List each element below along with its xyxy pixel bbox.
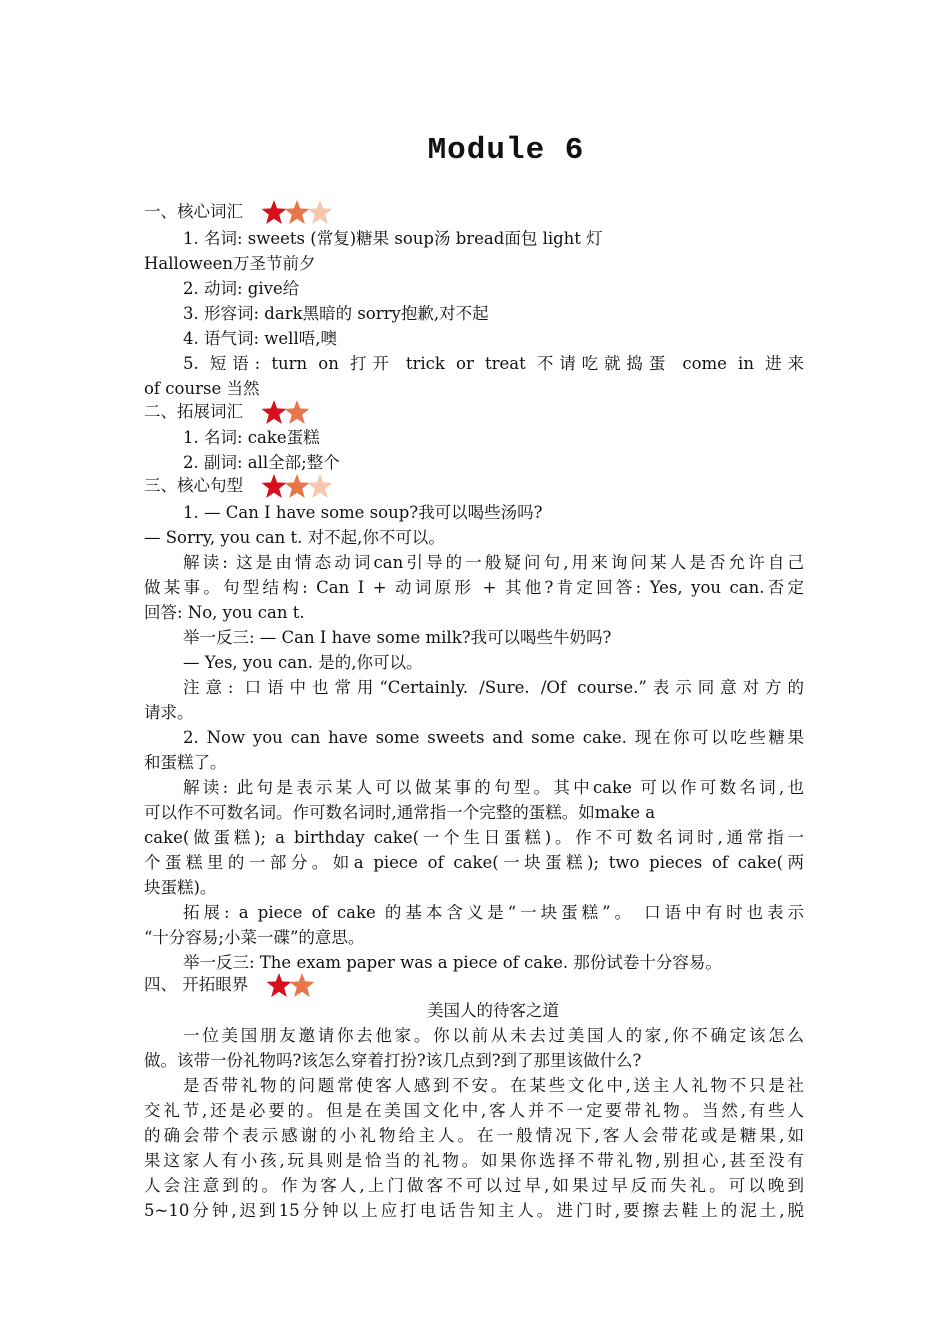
- rating-stars: [261, 400, 307, 424]
- sentence-line: “十分容易;小菜一碟”的意思。: [144, 928, 365, 947]
- article-line: 做。该带一份礼物吗?该怎么穿着打扮?该几点到?到了那里该做什么?: [144, 1051, 642, 1070]
- sentence-line: — Yes, you can. 是的,你可以。: [183, 653, 423, 672]
- rating-stars: [261, 474, 330, 498]
- heading-text: 四、 开拓眼界: [144, 975, 249, 994]
- star-fade-icon: [307, 474, 333, 498]
- heading-text: 一、核心词汇: [144, 202, 243, 221]
- star-fade-icon: [307, 200, 333, 224]
- vocab-line: 5. 短语: turn on 打开 trick or treat 不请吃就捣蛋 come in 进来: [183, 354, 804, 373]
- sentence-line: 个蛋糕里的一部分。如a piece of cake(一块蛋糕); two pieces of cake(两: [144, 853, 804, 872]
- section-heading-horizons: [144, 972, 312, 997]
- sentence-line: 解读: 此句是表示某人可以做某事的句型。其中cake 可以作可数名词,也: [183, 778, 804, 797]
- section-heading-core-vocab: [144, 199, 330, 224]
- star-mid-icon: [284, 400, 310, 424]
- sentence-line: 回答: No, you can t.: [144, 603, 305, 622]
- article-line: 人会注意到的。作为客人,上门做客不可以过早,如果过早反而失礼。可以晚到: [144, 1176, 804, 1195]
- sentence-line: 做某事。句型结构: Can I + 动词原形 + 其他?肯定回答: Yes, you can.否定: [144, 578, 804, 597]
- rating-stars: [261, 200, 330, 224]
- sentence-line: 1. — Can I have some soup?我可以喝些汤吗?: [183, 503, 543, 522]
- sentence-line: 2. Now you can have some sweets and some cake. 现在你可以吃些糖果: [183, 728, 804, 747]
- article-line: 是否带礼物的问题常使客人感到不安。在某些文化中,送主人礼物不只是社: [183, 1076, 804, 1095]
- vocab-line: 2. 副词: all全部;整个: [183, 453, 340, 472]
- section-heading-core-sentences: [144, 473, 330, 498]
- sentence-line: 举一反三: The exam paper was a piece of cake. 那份试卷十分容易。: [183, 953, 722, 972]
- vocab-line: 4. 语气词: well唔,噢: [183, 329, 337, 348]
- sentence-line: 拓展: a piece of cake 的基本含义是“一块蛋糕”。 口语中有时也表示: [183, 903, 804, 922]
- page-title: Module 6: [427, 133, 585, 168]
- vocab-line: of course 当然: [144, 379, 260, 398]
- sentence-line: 块蛋糕)。: [144, 878, 217, 897]
- vocab-line: 2. 动词: give给: [183, 279, 300, 298]
- sentence-line: 举一反三: — Can I have some milk?我可以喝些牛奶吗?: [183, 628, 612, 647]
- sentence-line: cake(做蛋糕); a birthday cake(一个生日蛋糕)。作不可数名词时,通常指一: [144, 828, 804, 847]
- article-line: 交礼节,还是必要的。但是在美国文化中,客人并不一定要带礼物。当然,有些人: [144, 1101, 804, 1120]
- article-line: 5~10分钟,迟到15分钟以上应打电话告知主人。进门时,要擦去鞋上的泥土,脱: [144, 1201, 804, 1220]
- sentence-line: 注意: 口语中也常用“Certainly. /Sure. /Of course.”表示同意对方的: [183, 678, 804, 697]
- section-heading-ext-vocab: [144, 399, 307, 424]
- article-line: 一位美国朋友邀请你去他家。你以前从未去过美国人的家,你不确定该怎么: [183, 1026, 804, 1045]
- article-line: 的确会带个表示感谢的小礼物给主人。在一般情况下,客人会带花或是糖果,如: [144, 1126, 804, 1145]
- vocab-line: 1. 名词: cake蛋糕: [183, 428, 320, 447]
- vocab-line: Halloween万圣节前夕: [144, 254, 316, 273]
- heading-text: 二、拓展词汇: [144, 402, 243, 421]
- sentence-line: 请求。: [144, 703, 194, 722]
- article-line: 果这家人有小孩,玩具则是恰当的礼物。如果你选择不带礼物,别担心,甚至没有: [144, 1151, 804, 1170]
- sentence-line: 和蛋糕了。: [144, 753, 227, 772]
- rating-stars: [266, 973, 312, 997]
- heading-text: 三、核心句型: [144, 476, 243, 495]
- star-mid-icon: [289, 973, 315, 997]
- article-title: 美国人的待客之道: [427, 1001, 559, 1020]
- vocab-line: 3. 形容词: dark黑暗的 sorry抱歉,对不起: [183, 304, 489, 323]
- sentence-line: 解读: 这是由情态动词can引导的一般疑问句,用来询问某人是否允许自己: [183, 553, 804, 572]
- sentence-line: — Sorry, you can t. 对不起,你不可以。: [144, 528, 445, 547]
- vocab-line: 1. 名词: sweets (常复)糖果 soup汤 bread面包 light 灯: [183, 229, 603, 248]
- sentence-line: 可以作不可数名词。作可数名词时,通常指一个完整的蛋糕。如make a: [144, 803, 656, 822]
